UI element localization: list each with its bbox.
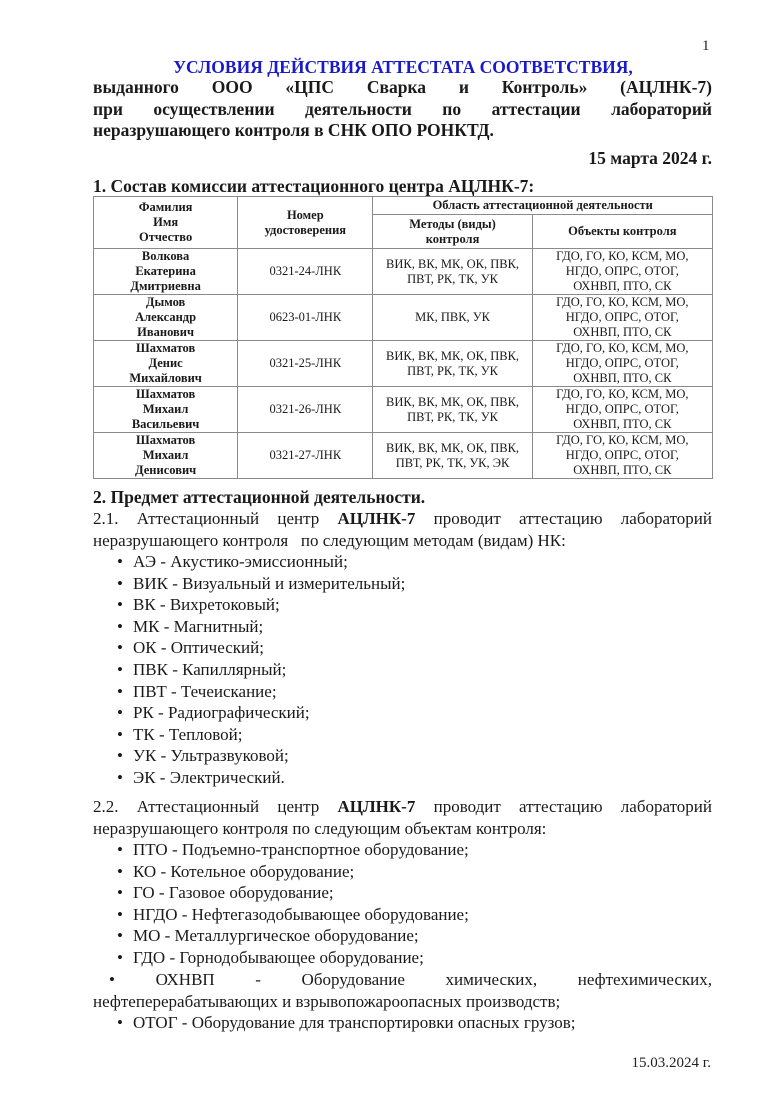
table-row: [94, 249, 713, 295]
bullet-icon: •: [117, 904, 123, 924]
text: 2.2. Аттестационный центр: [93, 797, 338, 816]
cell-line: Иванович: [137, 325, 195, 339]
list-item: [93, 925, 469, 947]
header-text: Имя: [153, 215, 179, 229]
list-item: [93, 637, 405, 659]
bullet-icon: •: [117, 573, 123, 593]
list-item: [93, 767, 405, 789]
cell-line: Денис: [148, 356, 183, 370]
bullet-icon: •: [109, 970, 115, 989]
list-item-text: ВИК - Визуальный и измерительный;: [133, 573, 406, 593]
bullet-icon: •: [117, 1013, 123, 1032]
cell-line: Михаил: [142, 402, 189, 416]
cell-line: ОХНВП, ПТО, СК: [573, 371, 672, 385]
paragraph-line: неразрушающего контроля по следующим объектам контроля:: [93, 818, 547, 838]
paragraph-line: неразрушающего контроля по следующим методам (видам) НК:: [93, 530, 566, 550]
list-item-text: ПВТ - Течеискание;: [133, 681, 277, 701]
document-date: 15 марта 2024 г.: [588, 148, 712, 168]
document-title: УСЛОВИЯ ДЕЙСТВИЯ АТТЕСТАТА СООТВЕТСТВИЯ,: [173, 57, 633, 77]
page-number: 1: [702, 38, 710, 54]
list-item: [93, 1012, 575, 1034]
cell-methods: [373, 433, 532, 479]
bullet-icon: •: [117, 840, 123, 859]
cell-line: Екатерина: [135, 264, 196, 278]
cell-name: [94, 387, 238, 433]
cell-line: НГДО, ОПРС, ОТОГ,: [565, 310, 679, 324]
objects-list: [93, 839, 469, 969]
paragraph-line: [93, 796, 712, 818]
cell-line: Александр: [135, 310, 197, 324]
list-item: [93, 702, 405, 724]
cell-name: [94, 341, 238, 387]
list-item: [93, 659, 405, 681]
table-row: [94, 295, 713, 341]
header-text: Номер: [286, 207, 324, 222]
cell-line: ОХНВП, ПТО, СК: [573, 417, 672, 431]
cell-cert: 0623-01-ЛНК: [238, 295, 373, 341]
cell-line: ВИК, ВК, МК, ОК, ПВК,: [386, 394, 520, 409]
cell-objects: [532, 249, 712, 295]
header-objects: Объекты контроля: [532, 215, 712, 249]
bullet-icon: •: [117, 767, 123, 787]
footer-date: 15.03.2024 г.: [631, 1055, 711, 1071]
bullet-icon: •: [117, 616, 123, 636]
list-item-text: ОХНВП - Оборудование химических, нефтехимических,: [155, 970, 713, 989]
cell-line: ПВТ, РК, ТК, УК: [407, 271, 498, 286]
bullet-icon: •: [117, 638, 123, 658]
cell-line: Михаил: [142, 448, 189, 462]
subtitle-line: выданного ООО «ЦПС Сварка и Контроль» (АЦЛНК-7): [93, 77, 712, 97]
list-item: [93, 681, 405, 703]
bullet-icon: •: [117, 552, 123, 571]
cell-line: Михайлович: [129, 371, 202, 385]
text: проводит аттестацию лабораторий: [415, 797, 712, 816]
cell-name: [94, 249, 238, 295]
cell-objects: [532, 341, 712, 387]
list-item: [93, 573, 405, 595]
cell-cert: 0321-25-ЛНК: [238, 341, 373, 387]
list-item-text: ОК - Оптический;: [133, 638, 264, 658]
cell-line: Шахматов: [135, 341, 196, 355]
cell-line: НГДО, ОПРС, ОТОГ,: [565, 448, 679, 462]
cell-line: НГДО, ОПРС, ОТОГ,: [565, 402, 679, 416]
document-subtitle: [93, 77, 712, 142]
paragraph-2-2: [93, 796, 712, 839]
bullet-icon: •: [117, 595, 123, 615]
cell-line: ГДО, ГО, КО, КСМ, МО,: [556, 341, 689, 355]
list-item-text: ПТО - Подъемно-транспортное оборудование;: [133, 840, 469, 859]
text: проводит аттестацию лабораторий: [415, 509, 712, 528]
subtitle-line: неразрушающего контроля в СНК ОПО РОНКТД.: [93, 120, 494, 140]
cell-line: ВИК, ВК, МК, ОК, ПВК,: [386, 440, 520, 455]
cell-line: Васильевич: [131, 417, 200, 431]
cell-line: Волкова: [141, 249, 190, 263]
cell-name: [94, 295, 238, 341]
cell-line: НГДО, ОПРС, ОТОГ,: [565, 264, 679, 278]
list-item: [93, 594, 405, 616]
header-text: Отчество: [139, 230, 193, 244]
list-item: [93, 839, 469, 861]
list-item: [93, 947, 469, 969]
cell-line: Денисович: [135, 463, 197, 477]
paragraph-line: [93, 508, 712, 530]
cell-line: ВИК, ВК, МК, ОК, ПВК,: [386, 256, 520, 271]
bullet-icon: •: [117, 926, 123, 946]
header-text: контроля: [425, 231, 480, 246]
cell-methods: [373, 295, 532, 341]
cell-line: ГДО, ГО, КО, КСМ, МО,: [556, 433, 689, 447]
cell-cert: 0321-27-ЛНК: [238, 433, 373, 479]
section-1-heading: 1. Состав комиссии аттестационного центра АЦЛНК-7:: [93, 176, 535, 196]
section-2-heading: 2. Предмет аттестационной деятельности.: [93, 487, 426, 507]
list-item-line: [93, 969, 712, 991]
cell-line: Шахматов: [135, 387, 196, 401]
cell-line: Дмитриевна: [130, 279, 201, 293]
paragraph-2-1: [93, 508, 712, 551]
cell-line: ПВТ, РК, ТК, УК, ЭК: [395, 455, 510, 470]
list-item-text: ГО - Газовое оборудование;: [133, 883, 334, 903]
table-row: [94, 433, 713, 479]
bullet-icon: •: [117, 883, 123, 903]
cell-objects: [532, 433, 712, 479]
cell-line: ПВТ, РК, ТК, УК: [407, 409, 498, 424]
cell-name: [94, 433, 238, 479]
cell-methods: [373, 341, 532, 387]
cell-objects: [532, 387, 712, 433]
list-item-text: МК - Магнитный;: [133, 616, 264, 636]
objects-list-item-oxnvp: [93, 969, 712, 1012]
header-text: удостоверения: [264, 222, 347, 237]
bullet-icon: •: [117, 947, 123, 967]
list-item: [93, 861, 469, 883]
list-item-text: ЭК - Электрический.: [133, 767, 285, 787]
cell-line: ГДО, ГО, КО, КСМ, МО,: [556, 295, 689, 309]
cell-line: Дымов: [145, 295, 186, 309]
cell-line: ОХНВП, ПТО, СК: [573, 279, 672, 293]
list-item-text: АЭ - Акустико-эмиссионный;: [133, 552, 348, 571]
header-text: Методы (виды): [409, 216, 496, 231]
header-cert: [238, 197, 373, 249]
commission-table: [93, 196, 713, 479]
header-name: [94, 197, 238, 249]
bullet-icon: •: [117, 703, 123, 723]
table-row: [94, 341, 713, 387]
list-item-text: ВК - Вихретоковый;: [133, 595, 280, 615]
list-item-text: МО - Металлургическое оборудование;: [133, 926, 419, 946]
cell-line: ГДО, ГО, КО, КСМ, МО,: [556, 249, 689, 263]
cell-line: НГДО, ОПРС, ОТОГ,: [565, 356, 679, 370]
bullet-icon: •: [117, 724, 123, 744]
bullet-icon: •: [117, 659, 123, 679]
cell-line: ОХНВП, ПТО, СК: [573, 325, 672, 339]
center-code: АЦЛНК-7: [337, 797, 416, 816]
list-item-text: ТК - Тепловой;: [133, 724, 243, 744]
center-code: АЦЛНК-7: [337, 509, 416, 528]
bullet-icon: •: [117, 681, 123, 701]
header-methods: [373, 215, 532, 249]
cell-line: ОХНВП, ПТО, СК: [573, 463, 672, 477]
subtitle-line: при осуществлении деятельности по аттестации лабораторий: [93, 98, 712, 119]
table-header-row: [94, 197, 713, 215]
list-item-text: УК - Ультразвуковой;: [133, 746, 289, 766]
cell-line: ГДО, ГО, КО, КСМ, МО,: [556, 387, 689, 401]
list-item-text: ОТОГ - Оборудование для транспортировки опасных грузов;: [133, 1013, 576, 1032]
cell-methods: [373, 387, 532, 433]
list-item: [93, 724, 405, 746]
header-text: Фамилия: [138, 200, 193, 214]
table-row: [94, 387, 713, 433]
list-item-text: ГДО - Горнодобывающее оборудование;: [133, 947, 424, 967]
cell-cert: 0321-26-ЛНК: [238, 387, 373, 433]
objects-list-tail: [93, 1012, 575, 1034]
list-item-text: ПВК - Капиллярный;: [133, 659, 287, 679]
list-item: [93, 616, 405, 638]
cell-line: Шахматов: [135, 433, 196, 447]
header-scope: Область аттестационной деятельности: [373, 197, 713, 215]
text: 2.1. Аттестационный центр: [93, 509, 338, 528]
cell-cert: 0321-24-ЛНК: [238, 249, 373, 295]
cell-line: ПВТ, РК, ТК, УК: [407, 363, 498, 378]
list-item: [93, 551, 405, 573]
list-item-line: нефтеперерабатывающих и взрывопожароопасных производств;: [93, 991, 561, 1011]
list-item-text: КО - Котельное оборудование;: [133, 861, 355, 881]
list-item: [93, 745, 405, 767]
cell-methods: [373, 249, 532, 295]
list-item-text: НГДО - Нефтегазодобывающее оборудование;: [133, 904, 469, 924]
cell-objects: [532, 295, 712, 341]
cell-line: ВИК, ВК, МК, ОК, ПВК,: [386, 348, 520, 363]
list-item: [93, 904, 469, 926]
methods-list: [93, 551, 405, 789]
list-item-text: РК - Радиографический;: [133, 703, 310, 723]
cell-line: МК, ПВК, УК: [415, 310, 490, 324]
bullet-icon: •: [117, 746, 123, 766]
bullet-icon: •: [117, 861, 123, 881]
list-item: [93, 882, 469, 904]
